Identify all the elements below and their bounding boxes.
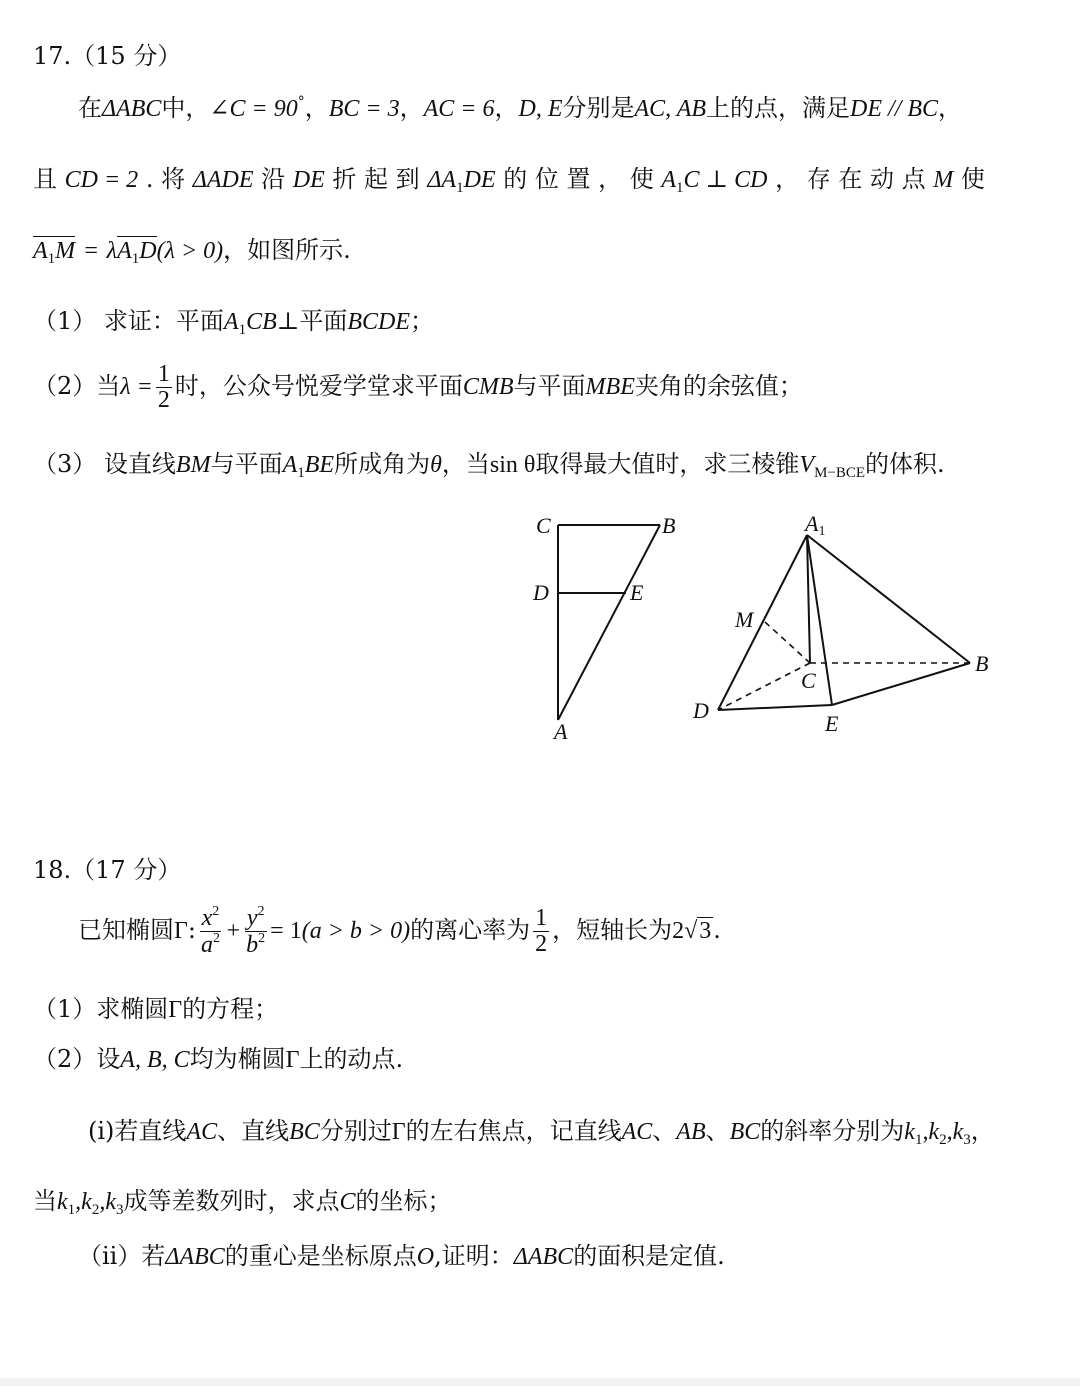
- q17-part1: （1） 求证：平面$A_1CB\perp$平面BCDE；: [33, 307, 435, 338]
- q18-part1: （1）求椭圆Γ的方程；: [33, 995, 279, 1023]
- fraction-one-half: $\frac{1}{2}$: [157, 361, 170, 414]
- label-c: C: [801, 668, 816, 693]
- q17-part3: （3） 设直线BM与平面$A_1BE$所成角为θ，当sin θ取得最大值时，求三棱锥$V_{M-BCE}$的体积.: [33, 450, 945, 481]
- q18-part2: （2）设A, B, C均为椭圆Γ上的动点.: [33, 1045, 404, 1073]
- q18-subpart-i-line2: 当$k_1,k_2,k_3$成等差数列时，求点C的坐标；: [33, 1187, 452, 1218]
- edge-a1-d: [718, 535, 807, 710]
- label-b: B: [662, 513, 676, 538]
- q17-header: 17.（15 分）: [33, 42, 182, 70]
- q18-header: 18.（17 分）: [33, 856, 182, 884]
- fraction-y2-b2: $\frac{y^2}{b^2}$: [246, 904, 266, 959]
- label-c: C: [536, 513, 551, 538]
- q18-subpart-i: (i)若直线AC、直线BC分别过Γ的左右焦点，记直线AC、AB、BC的斜率分别为$k_1,k_2,k_3$，: [88, 1117, 995, 1148]
- q17-statement-line2: 且 CD = 2 . 将 ΔADE 沿 DE 折 起 到 $\Delta A_1DE$ 的 位 置 ， 使 $A_1C$ ⊥ CD ， 存 在 动 点 M 使: [33, 165, 985, 196]
- q17-statement-line3: $A_1M = \lambda A_1D(\lambda > 0)$，如图所示.: [33, 236, 351, 267]
- fraction-eccentricity: $\frac{1}{2}$: [535, 905, 548, 958]
- label-d: D: [533, 580, 549, 605]
- vector-a1d: $A_1D$: [117, 238, 157, 267]
- label-m: M: [735, 607, 754, 632]
- q18-subpart-ii: （ii）若ΔABC的重心是坐标原点O,证明：ΔABC的面积是定值.: [78, 1242, 725, 1270]
- bottom-edge: [0, 1378, 1080, 1386]
- label-d: D: [693, 698, 709, 723]
- label-e: E: [825, 711, 839, 736]
- label-e: E: [630, 580, 644, 605]
- q17-part2: （2）当λ = $\frac{1}{2}$ 时，公众号悦爱学堂求平面CMB与平面MBE夹角的余弦值；: [33, 361, 803, 414]
- q18-statement: 已知椭圆Γ: $\frac{x^2}{a^2}$ + $\frac{y^2}{b^2}$ = 1(a > b > 0)的离心率为 $\frac{1}{2}$ ，短轴长为2√3.: [78, 904, 721, 959]
- label-b: B: [975, 651, 989, 676]
- segment-ab: [558, 525, 660, 720]
- edge-c-d-hidden: [718, 663, 810, 710]
- fraction-x2-a2: $\frac{x^2}{a^2}$: [200, 904, 220, 959]
- figure-triangle-abc: [520, 505, 700, 750]
- figure-pyramid: [685, 505, 1005, 745]
- vector-a1m: $A_1M$: [33, 238, 76, 267]
- label-a1: A1: [805, 511, 826, 539]
- sqrt-three: 3: [699, 918, 712, 945]
- label-a: A: [554, 719, 568, 744]
- edge-e-b: [832, 663, 970, 705]
- edge-a1-b: [807, 535, 970, 663]
- q17-statement-line1: 在ΔABC中，∠C = 90°，BC = 3，AC = 6，D, E分别是AC, AB上的点，满足DE // BC，: [78, 94, 963, 122]
- edge-d-e: [718, 705, 832, 710]
- edge-m-c-hidden: [765, 622, 810, 663]
